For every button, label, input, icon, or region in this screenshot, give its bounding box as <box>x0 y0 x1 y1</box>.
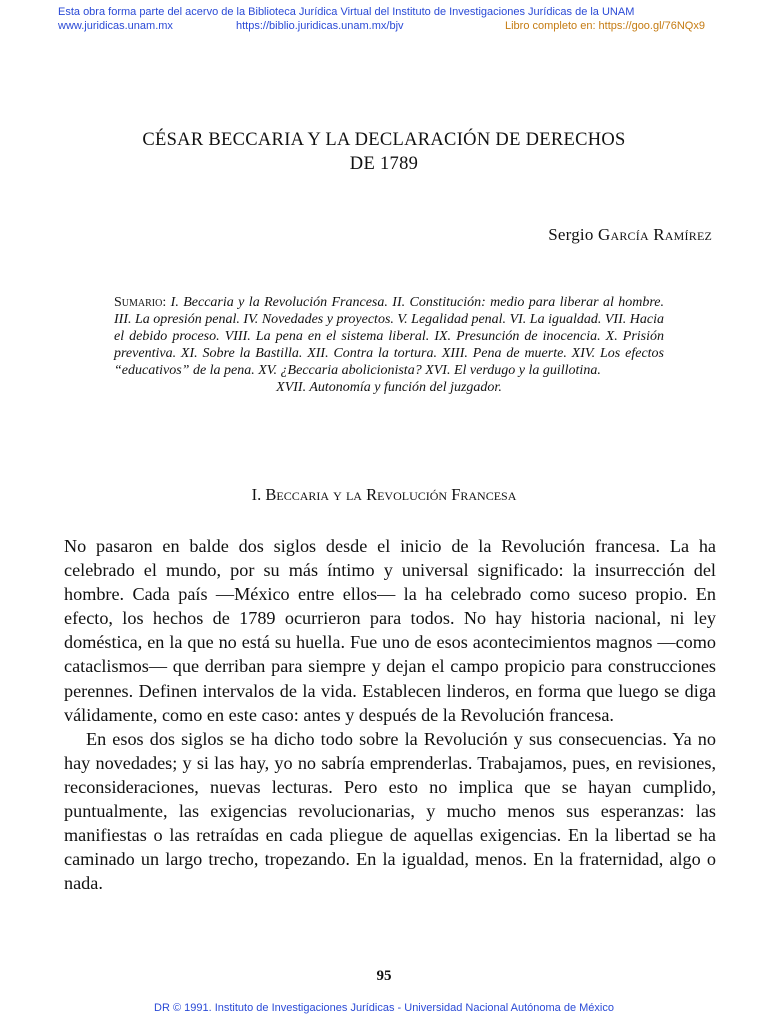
paragraph-2: En esos dos siglos se ha dicho todo sobre la Revolución y sus consecuencias. Ya no hay novedades; y si las hay, yo no sabría emprenderlas. Trabajamos, pues, en revisiones, reconsideraciones, nuevas lecturas. Pero esto no implica que se hayan cumplido, puntualmente, las exigencias revolucionarias, y mucho menos sus esperanzas: las manifiestas o las retraídas en cada pliegue de aquellas exigencias. En la libertad se ha caminado un largo trecho, tropezando. En la igualdad, menos. En la fraternidad, algo o nada. <box>64 728 716 894</box>
section-title: Beccaria y la Revolución Francesa <box>265 485 517 504</box>
title-line-2: DE 1789 <box>349 154 419 174</box>
summary <box>114 294 664 397</box>
site-link[interactable]: www.juridicas.unam.mx <box>58 20 173 32</box>
page-number: 95 <box>376 968 392 984</box>
author-first-name: Sergio <box>548 225 594 244</box>
footer-copyright: DR © 1991. Instituto de Investigaciones Jurídicas - Universidad Nacional Autónoma de México <box>154 1002 614 1014</box>
section-number: I. <box>251 485 262 504</box>
summary-text: I. Beccaria y la Revolución Francesa. II. Constitución: medio para liberar al hombre. III. La opresión penal. IV. Novedades y proyectos. V. Legalidad penal. VI. La igualdad. VII. Hacia el debido proceso. VIII. La pena en el sistema liberal. IX. Presunción de inocencia. X. Prisión preventiva. XI. Sobre la Bastilla. XII. Contra la tortura. XIII. Pena de muerte. XIV. Los efectos “educativos” de la pena. XV. ¿Beccaria abolicionista? XVI. El verdugo y la guillotina. <box>114 295 665 379</box>
biblio-link[interactable]: https://biblio.juridicas.unam.mx/bjv <box>236 20 404 32</box>
summary-label: Sumario: <box>114 295 167 310</box>
summary-last-line: XVII. Autonomía y función del juzgador. <box>276 380 502 396</box>
author <box>548 225 712 245</box>
paragraph-1: No pasaron en balde dos siglos desde el inicio de la Revolución francesa. La ha celebrado el mundo, por su más íntimo y universal significado: la insurrección del hombre. Cada país —México entre ellos— la ha celebrado como suceso propio. En efecto, los hechos de 1789 ocurrieron para todos. No hay historia nacional, ni ley doméstica, en la que no está su huella. Fue uno de esos acontecimientos magnos —como cataclismos— que derriban para siempre y dejan el campo propicio para construcciones perennes. Definen intervalos de la vida. Establecen linderos, en forma que luego se diga válidamente, como en este caso: antes y después de la Revolución francesa. <box>64 536 716 725</box>
header-notice: Esta obra forma parte del acervo de la Biblioteca Jurídica Virtual del Instituto de Investigaciones Jurídicas de la UNAM <box>58 6 635 18</box>
full-book-link[interactable]: Libro completo en: https://goo.gl/76NQx9 <box>505 20 705 32</box>
title-line-1: CÉSAR BECCARIA Y LA DECLARACIÓN DE DERECHOS <box>142 130 626 150</box>
article-title <box>60 128 708 176</box>
article-body <box>64 534 716 895</box>
author-last-name: García Ramírez <box>598 225 712 244</box>
section-heading <box>0 485 768 505</box>
